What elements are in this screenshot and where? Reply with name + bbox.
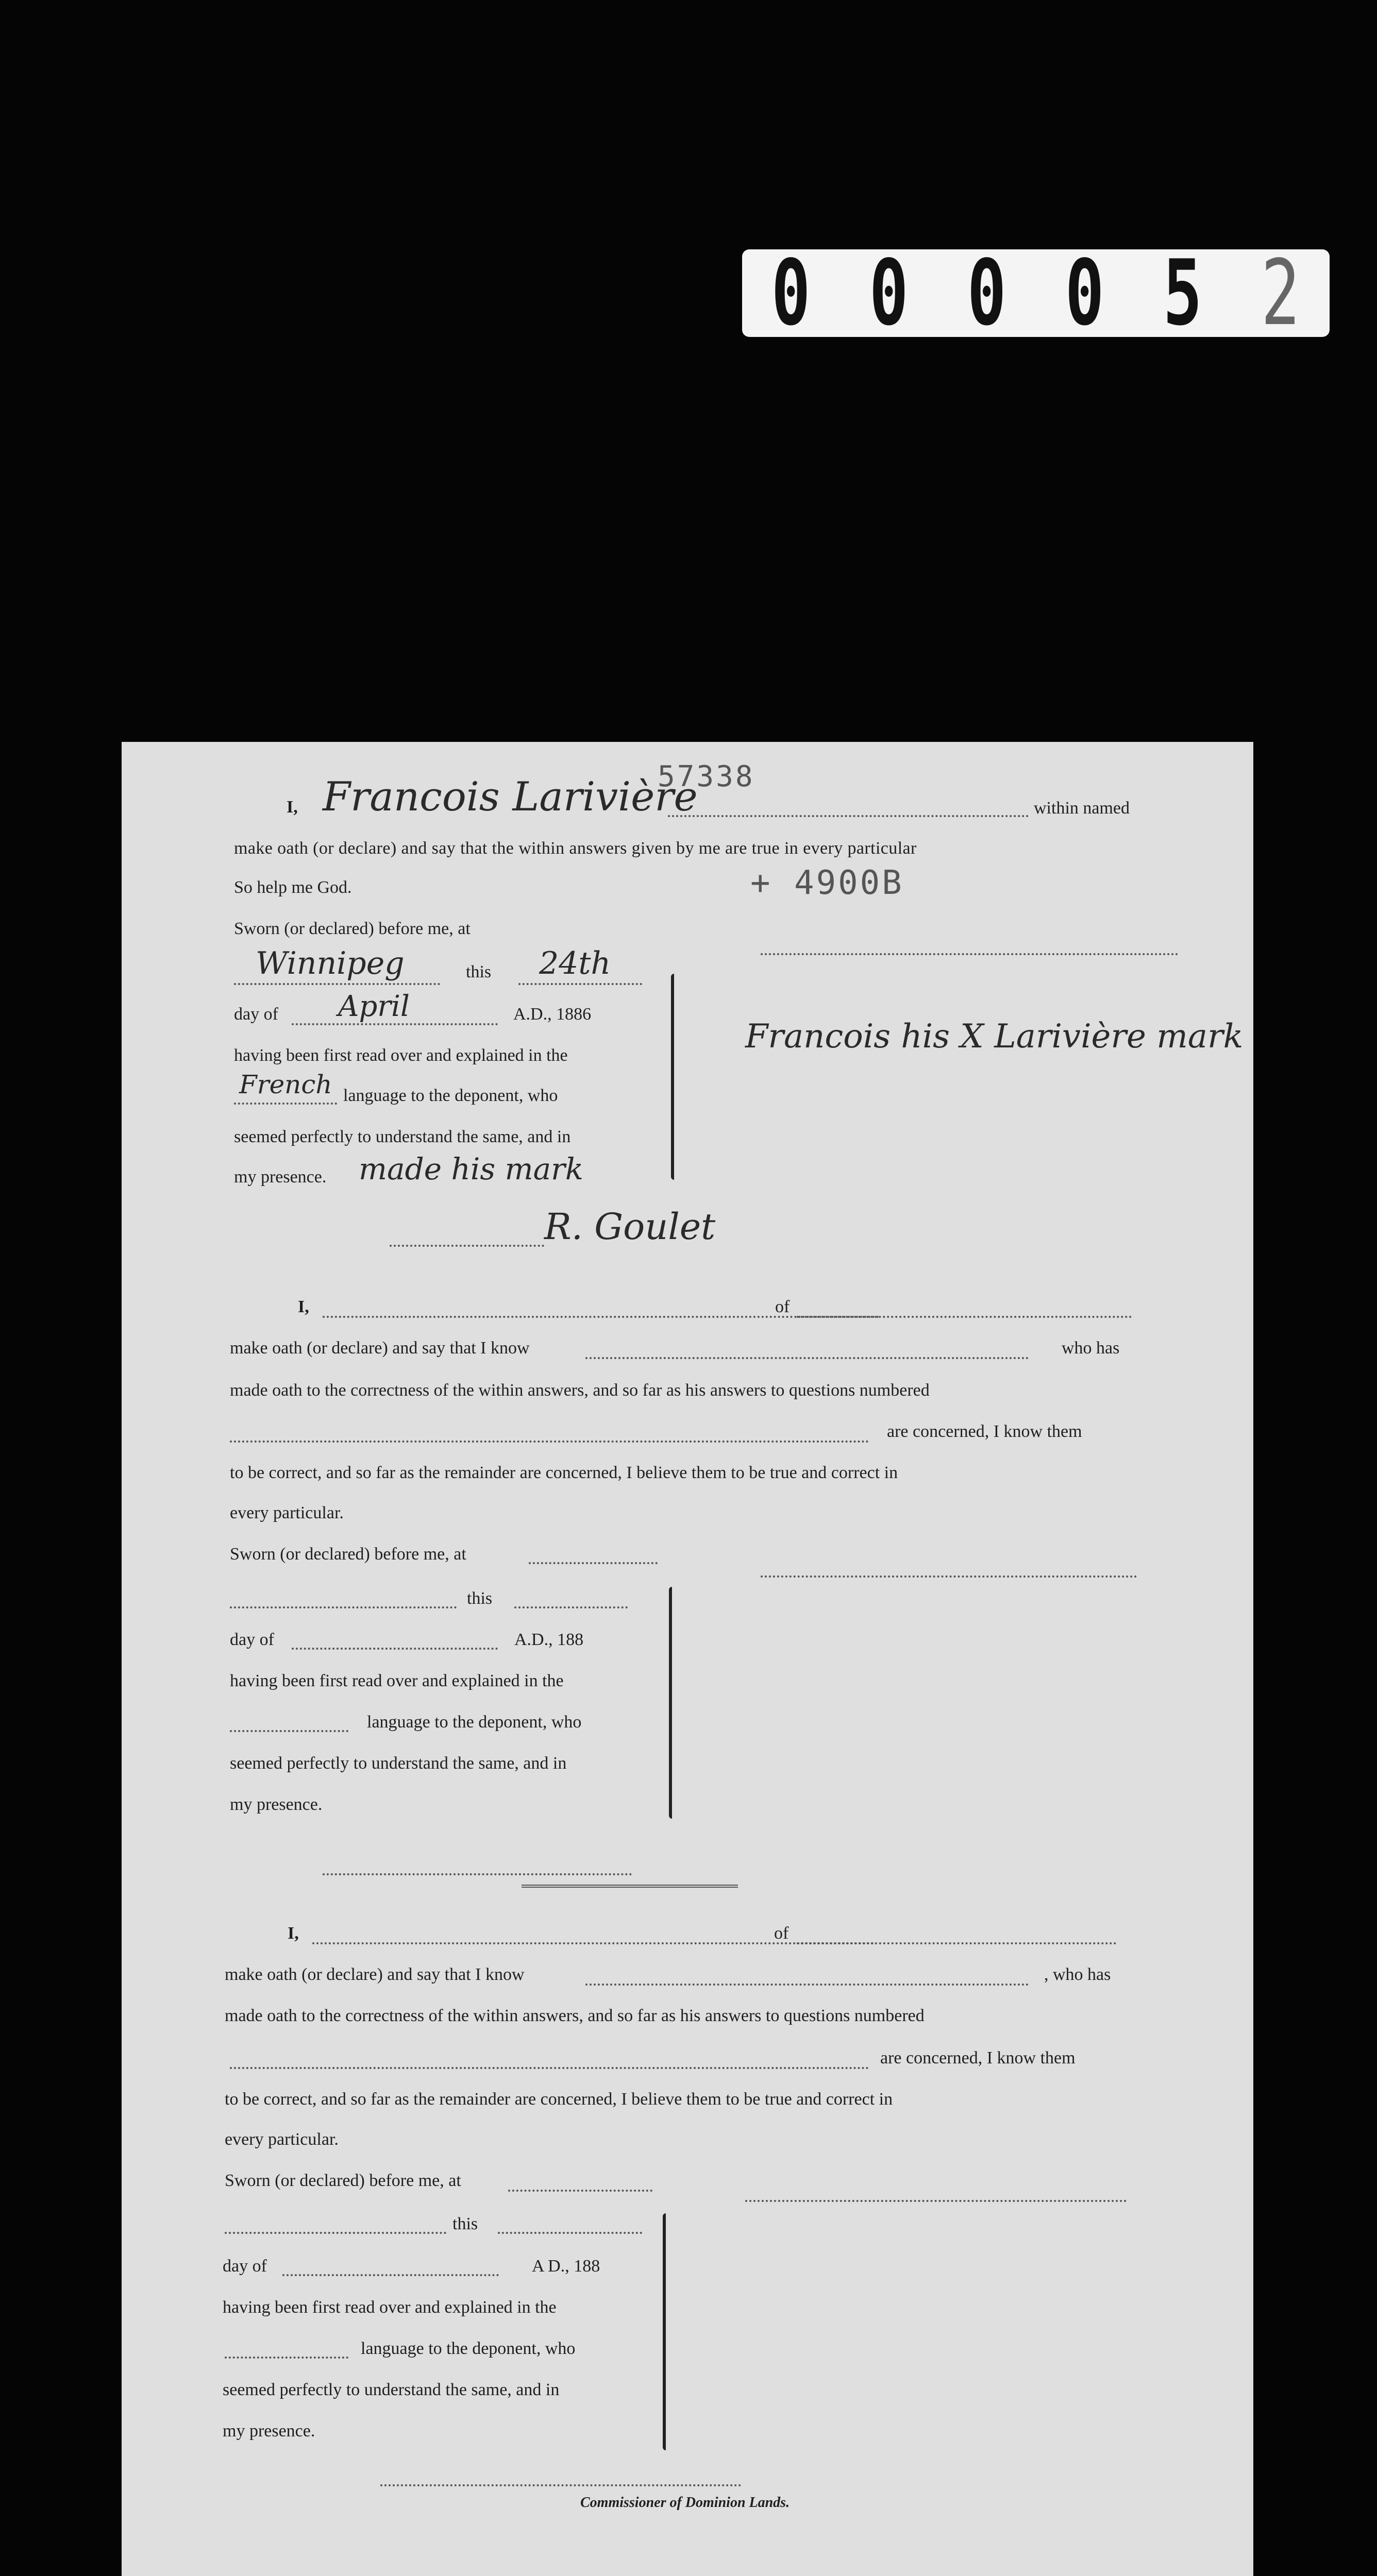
within-named: within named (1034, 799, 1130, 818)
commissioner-title: Commissioner of Dominion Lands. (580, 2495, 790, 2511)
sworn-text: Sworn (or declared) before me, at (234, 919, 471, 938)
seemed-text: seemed perfectly to understand the same, and in (234, 1127, 571, 1146)
deponent-mark: Francois his X Larivière mark (745, 1018, 1244, 1056)
commissioner-line (380, 2484, 741, 2486)
language-handwritten: French (239, 1070, 332, 1099)
know-line (585, 1357, 1029, 1359)
presence-text: my presence. (223, 2421, 315, 2441)
frame-digit: 2 (1261, 241, 1300, 346)
signature-line (761, 953, 1178, 955)
know-text: make oath (or declare) and say that I know (225, 1965, 525, 1984)
ad-text: A.D., 1886 (513, 1005, 592, 1024)
day-of-text: day of (234, 1005, 278, 1024)
month-handwritten: April (338, 990, 410, 1023)
read-over-text: having been first read over and explained in the (230, 1671, 564, 1690)
stamp-file-text: 4900B (794, 864, 904, 902)
stamp-file: + 4900B (750, 864, 904, 902)
place-line (508, 2190, 652, 2192)
ad-text: A D., 188 (532, 2257, 600, 2276)
pronoun: I, (298, 1297, 309, 1316)
place-line (529, 1562, 658, 1564)
day-line (514, 1606, 628, 1608)
frame-digit: 0 (1065, 241, 1104, 346)
language-line (230, 1730, 348, 1732)
place-line (230, 1606, 457, 1608)
seemed-text: seemed perfectly to understand the same, and in (223, 2380, 560, 2399)
name-line (323, 1316, 879, 1318)
know-line (585, 1984, 1029, 1986)
frame-number (742, 241, 1330, 346)
brace (671, 974, 674, 1180)
name-line (312, 1942, 874, 1944)
signature-line (745, 2200, 1127, 2202)
read-over-text: having been first read over and explained in the (223, 2298, 557, 2317)
day-handwritten: 24th (539, 945, 611, 981)
know-text: make oath (or declare) and say that I know (230, 1338, 530, 1358)
deponent-name: Francois Larivière (323, 774, 698, 820)
month-line (292, 1023, 498, 1025)
who-has-text: , who has (1044, 1965, 1111, 1984)
day-line (498, 2232, 642, 2234)
brace (669, 1587, 672, 1819)
this-text: this (466, 962, 492, 981)
ad-text: A.D., 188 (514, 1630, 584, 1649)
language-line (234, 1103, 337, 1105)
commissioner-line (323, 1873, 632, 1875)
commissioner-signature: R. Goulet (544, 1206, 716, 1248)
frame-digit: 0 (869, 241, 909, 346)
frame-digit: 0 (967, 241, 1006, 346)
of-text: of (774, 1924, 789, 1943)
correctness-text: made oath to the correctness of the within answers, and so far as his answers to questions numbered (225, 2006, 925, 2025)
day-of-text: day of (230, 1630, 274, 1649)
presence-text: my presence. (230, 1795, 323, 1814)
this-text: this (452, 2214, 478, 2233)
particular-text: every particular. (230, 1503, 344, 1522)
month-line (282, 2274, 499, 2276)
signature-line (761, 1575, 1137, 1578)
language-text: language to the deponent, who (343, 1086, 558, 1105)
help-text: So help me God. (234, 878, 352, 897)
sworn-text: Sworn (or declared) before me, at (225, 2171, 461, 2190)
section-divider (522, 1885, 738, 1888)
stamp-number: 57338 (658, 760, 755, 793)
of-line (797, 1942, 1116, 1944)
language-line (225, 2357, 348, 2359)
questions-line (230, 1440, 869, 1443)
commissioner-line (390, 1245, 544, 1247)
frame-digit: 0 (771, 241, 811, 346)
place-line (234, 983, 440, 985)
brace (663, 2213, 666, 2450)
presence-text: my presence. (234, 1167, 327, 1187)
concerned-text: are concerned, I know them (887, 1422, 1082, 1441)
place-handwritten: Winnipeg (256, 945, 405, 981)
language-text: language to the deponent, who (367, 1713, 582, 1732)
document-page (122, 742, 1253, 2576)
seemed-text: seemed perfectly to understand the same, and in (230, 1754, 567, 1773)
pronoun: I, (287, 798, 298, 817)
correctness-text: made oath to the correctness of the within answers, and so far as his answers to questions numbered (230, 1381, 930, 1400)
language-text: language to the deponent, who (361, 2339, 576, 2358)
frame-digit: 5 (1163, 241, 1202, 346)
day-line (518, 983, 642, 985)
place-line (225, 2232, 446, 2234)
name-line (668, 815, 1029, 817)
pronoun: I, (288, 1924, 299, 1943)
correct-text: to be correct, and so far as the remainder are concerned, I believe them to be true and correct in (230, 1463, 898, 1482)
of-line (797, 1316, 1132, 1318)
of-text: of (775, 1297, 790, 1316)
day-of-text: day of (223, 2257, 267, 2276)
concerned-text: are concerned, I know them (880, 2048, 1076, 2067)
particular-text: every particular. (225, 2130, 339, 2149)
read-over-text: having been first read over and explained in the (234, 1046, 568, 1065)
month-line (292, 1648, 498, 1650)
oath-text: make oath (or declare) and say that the within answers given by me are true in every particular (234, 839, 917, 858)
correct-text: to be correct, and so far as the remainder are concerned, I believe them to be true and correct in (225, 2090, 893, 2109)
made-mark-handwritten: made his mark (359, 1151, 584, 1187)
sworn-text: Sworn (or declared) before me, at (230, 1545, 466, 1564)
this-text: this (467, 1589, 493, 1608)
questions-line (230, 2067, 869, 2069)
who-has-text: who has (1062, 1338, 1120, 1358)
